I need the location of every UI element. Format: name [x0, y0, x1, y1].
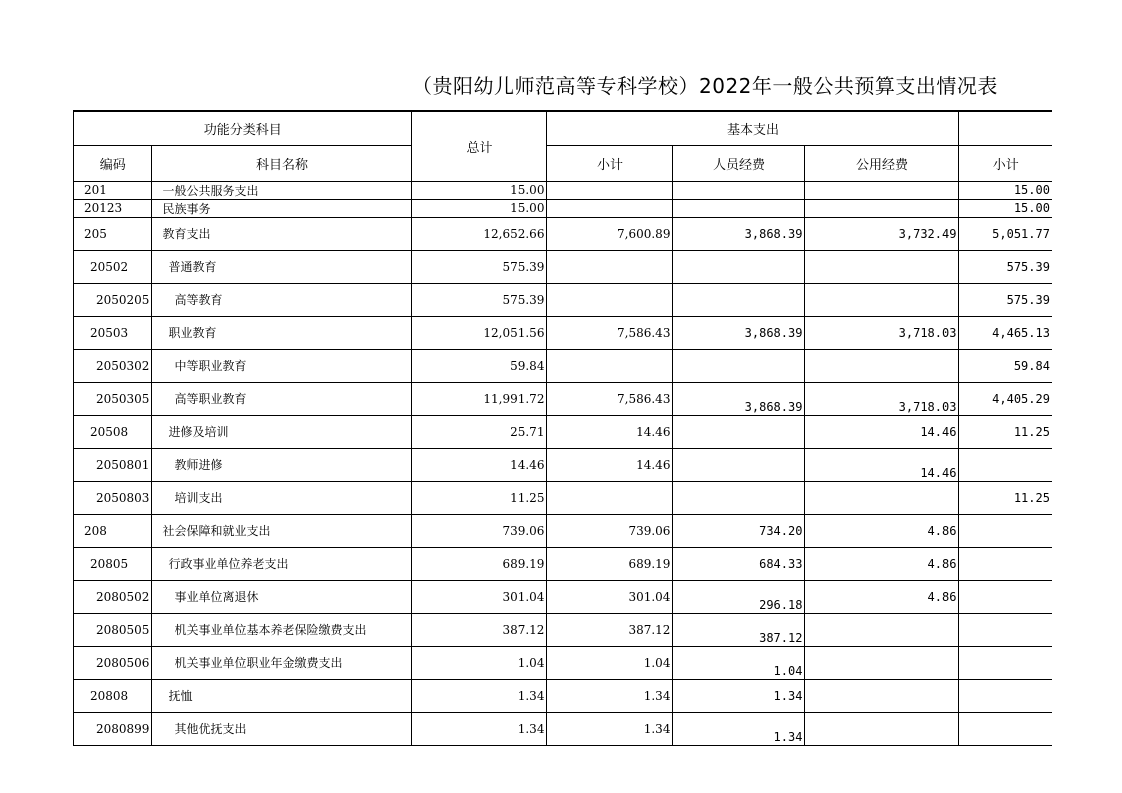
table-row — [74, 181, 1052, 199]
table-row — [74, 217, 1052, 250]
row-project-subtotal — [959, 646, 1052, 679]
row-public: 4.86 — [805, 547, 959, 580]
row-total: 575.39 — [412, 283, 547, 316]
table-row — [74, 679, 1052, 712]
row-personnel — [673, 181, 805, 199]
table-row — [74, 415, 1052, 448]
row-public — [805, 199, 959, 217]
row-basic-subtotal — [547, 283, 673, 316]
row-public: 3,718.03 — [805, 382, 959, 415]
row-personnel: 1.34 — [673, 679, 805, 712]
row-project-subtotal — [959, 712, 1052, 745]
table-row — [74, 250, 1052, 283]
row-basic-subtotal: 689.19 — [547, 547, 673, 580]
row-project-subtotal — [959, 547, 1052, 580]
row-project-subtotal: 15.00 — [959, 199, 1052, 217]
row-basic-subtotal — [547, 199, 673, 217]
row-public: 3,718.03 — [805, 316, 959, 349]
row-code: 20123 — [74, 199, 152, 217]
row-project-subtotal: 15.00 — [959, 181, 1052, 199]
row-personnel: 3,868.39 — [673, 382, 805, 415]
row-basic-subtotal: 14.46 — [547, 448, 673, 481]
row-total: 25.71 — [412, 415, 547, 448]
header-row-2 — [74, 145, 1052, 181]
row-total: 575.39 — [412, 250, 547, 283]
page-title: （贵阳幼儿师范高等专科学校）2022年一般公共预算支出情况表 — [412, 74, 998, 98]
row-code: 2050305 — [74, 382, 152, 415]
row-subject-name: 机关事业单位基本养老保险缴费支出 — [152, 613, 412, 646]
row-project-subtotal: 11.25 — [959, 415, 1052, 448]
row-public — [805, 613, 959, 646]
row-basic-subtotal: 301.04 — [547, 580, 673, 613]
row-total: 12,051.56 — [412, 316, 547, 349]
row-subject-name: 事业单位离退休 — [152, 580, 412, 613]
row-public: 3,732.49 — [805, 217, 959, 250]
row-code: 208 — [74, 514, 152, 547]
row-project-subtotal — [959, 613, 1052, 646]
row-personnel — [673, 283, 805, 316]
row-code: 20502 — [74, 250, 152, 283]
row-public: 4.86 — [805, 514, 959, 547]
row-personnel: 734.20 — [673, 514, 805, 547]
row-public — [805, 679, 959, 712]
row-basic-subtotal: 739.06 — [547, 514, 673, 547]
row-code: 20503 — [74, 316, 152, 349]
row-total: 15.00 — [412, 199, 547, 217]
row-code: 2080899 — [74, 712, 152, 745]
row-public — [805, 481, 959, 514]
personnel-header: 人员经费 — [673, 145, 805, 181]
row-subject-name: 抚恤 — [152, 679, 412, 712]
row-personnel: 3,868.39 — [673, 316, 805, 349]
row-personnel — [673, 199, 805, 217]
row-personnel — [673, 481, 805, 514]
row-project-subtotal: 575.39 — [959, 283, 1052, 316]
row-project-subtotal — [959, 679, 1052, 712]
table-row — [74, 712, 1052, 745]
row-project-subtotal: 4,405.29 — [959, 382, 1052, 415]
row-subject-name: 培训支出 — [152, 481, 412, 514]
row-code: 2050205 — [74, 283, 152, 316]
row-total: 301.04 — [412, 580, 547, 613]
table-row — [74, 481, 1052, 514]
row-total: 1.04 — [412, 646, 547, 679]
row-public — [805, 349, 959, 382]
basic-expenditure-header: 基本支出 — [547, 111, 959, 145]
row-public — [805, 181, 959, 199]
row-subject-name: 机关事业单位职业年金缴费支出 — [152, 646, 412, 679]
row-total: 689.19 — [412, 547, 547, 580]
row-code: 2050801 — [74, 448, 152, 481]
row-basic-subtotal: 1.34 — [547, 679, 673, 712]
row-subject-name: 普通教育 — [152, 250, 412, 283]
row-project-subtotal: 575.39 — [959, 250, 1052, 283]
row-personnel: 387.12 — [673, 613, 805, 646]
row-code: 201 — [74, 181, 152, 199]
row-project-subtotal: 5,051.77 — [959, 217, 1052, 250]
row-subject-name: 教师进修 — [152, 448, 412, 481]
row-basic-subtotal: 7,586.43 — [547, 382, 673, 415]
row-project-subtotal — [959, 448, 1052, 481]
row-basic-subtotal — [547, 349, 673, 382]
row-personnel — [673, 415, 805, 448]
row-total: 739.06 — [412, 514, 547, 547]
public-header: 公用经费 — [805, 145, 959, 181]
row-total: 14.46 — [412, 448, 547, 481]
row-code: 2050302 — [74, 349, 152, 382]
row-public: 14.46 — [805, 415, 959, 448]
row-public — [805, 646, 959, 679]
row-public — [805, 712, 959, 745]
row-project-subtotal — [959, 580, 1052, 613]
row-project-subtotal: 59.84 — [959, 349, 1052, 382]
total-header: 总计 — [412, 111, 547, 181]
row-personnel: 3,868.39 — [673, 217, 805, 250]
row-public — [805, 250, 959, 283]
row-subject-name: 高等职业教育 — [152, 382, 412, 415]
row-total: 1.34 — [412, 679, 547, 712]
row-subject-name: 进修及培训 — [152, 415, 412, 448]
row-code: 2080505 — [74, 613, 152, 646]
row-code: 20808 — [74, 679, 152, 712]
table-row — [74, 382, 1052, 415]
table-row — [74, 283, 1052, 316]
row-project-subtotal — [959, 514, 1052, 547]
row-code: 2080502 — [74, 580, 152, 613]
row-subject-name: 一般公共服务支出 — [152, 181, 412, 199]
row-public: 4.86 — [805, 580, 959, 613]
row-subject-name: 其他优抚支出 — [152, 712, 412, 745]
row-total: 12,652.66 — [412, 217, 547, 250]
row-project-subtotal: 11.25 — [959, 481, 1052, 514]
table-row — [74, 613, 1052, 646]
table-row — [74, 547, 1052, 580]
row-personnel: 684.33 — [673, 547, 805, 580]
row-personnel: 1.34 — [673, 712, 805, 745]
row-public — [805, 283, 959, 316]
subject-name-header: 科目名称 — [152, 145, 412, 181]
row-personnel: 296.18 — [673, 580, 805, 613]
project-subtotal-header: 小计 — [959, 145, 1052, 181]
row-subject-name: 行政事业单位养老支出 — [152, 547, 412, 580]
basic-subtotal-header: 小计 — [547, 145, 673, 181]
functional-category-header: 功能分类科目 — [74, 111, 412, 145]
row-personnel — [673, 448, 805, 481]
table-row — [74, 349, 1052, 382]
row-total: 1.34 — [412, 712, 547, 745]
row-basic-subtotal — [547, 481, 673, 514]
row-code: 20805 — [74, 547, 152, 580]
row-basic-subtotal: 387.12 — [547, 613, 673, 646]
table-row — [74, 580, 1052, 613]
row-code: 2080506 — [74, 646, 152, 679]
table-row — [74, 514, 1052, 547]
row-total: 387.12 — [412, 613, 547, 646]
row-basic-subtotal: 14.46 — [547, 415, 673, 448]
row-subject-name: 社会保障和就业支出 — [152, 514, 412, 547]
row-code: 205 — [74, 217, 152, 250]
header-row-1 — [74, 111, 1052, 145]
row-subject-name: 中等职业教育 — [152, 349, 412, 382]
row-total: 59.84 — [412, 349, 547, 382]
table-row — [74, 199, 1052, 217]
row-subject-name: 职业教育 — [152, 316, 412, 349]
code-header: 编码 — [74, 145, 152, 181]
row-subject-name: 教育支出 — [152, 217, 412, 250]
row-basic-subtotal: 1.34 — [547, 712, 673, 745]
row-total: 11,991.72 — [412, 382, 547, 415]
row-basic-subtotal — [547, 181, 673, 199]
row-basic-subtotal: 7,600.89 — [547, 217, 673, 250]
row-code: 2050803 — [74, 481, 152, 514]
row-project-subtotal: 4,465.13 — [959, 316, 1052, 349]
row-subject-name: 高等教育 — [152, 283, 412, 316]
row-code: 20508 — [74, 415, 152, 448]
row-personnel — [673, 250, 805, 283]
row-personnel — [673, 349, 805, 382]
table-row — [74, 646, 1052, 679]
row-public: 14.46 — [805, 448, 959, 481]
row-total: 11.25 — [412, 481, 547, 514]
table-row — [74, 316, 1052, 349]
budget-expenditure-table — [73, 110, 1052, 746]
project-expenditure-header — [959, 111, 1052, 145]
row-basic-subtotal: 7,586.43 — [547, 316, 673, 349]
row-subject-name: 民族事务 — [152, 199, 412, 217]
row-basic-subtotal — [547, 250, 673, 283]
row-total: 15.00 — [412, 181, 547, 199]
row-personnel: 1.04 — [673, 646, 805, 679]
table-row — [74, 448, 1052, 481]
row-basic-subtotal: 1.04 — [547, 646, 673, 679]
